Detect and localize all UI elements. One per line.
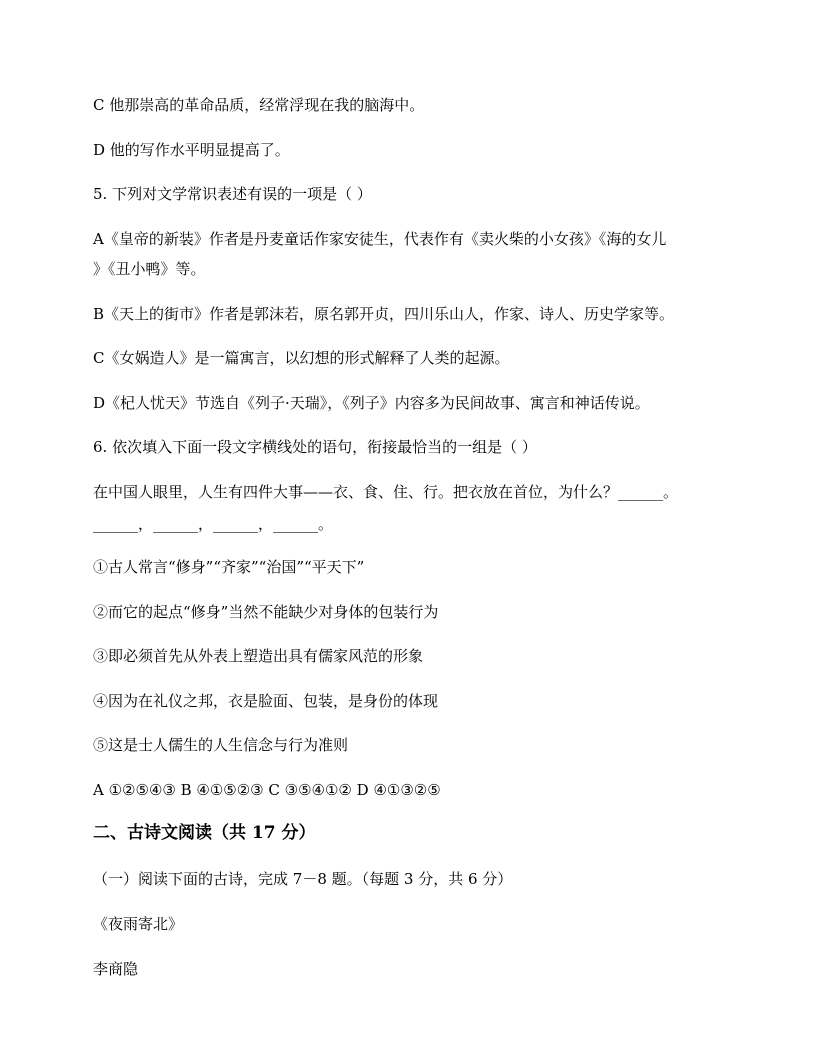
question-5-option-c: C《女娲造人》是一篇寓言，以幻想的形式解释了人类的起源。	[93, 349, 510, 367]
section-heading: 二、古诗文阅读（共 17 分）	[93, 823, 316, 843]
question-5-option-d: D《杞人忧天》节选自《列子·天瑞》，《列子》内容多为民间故事、寓言和神话传说。	[93, 394, 650, 412]
question-6-sentence-1: ①古人常言“修身”“齐家”“治国”“平天下”	[93, 558, 365, 576]
question-5-option-a-line-2: 》《丑小鸭》等。	[93, 260, 206, 278]
question-6-options: A ①②⑤④③ B ④①⑤②③ C ③⑤④①② D ④①③②⑤	[93, 781, 441, 799]
question-5-stem: 5. 下列对文学常识表述有误的一项是（ ）	[93, 185, 372, 203]
question-6-sentence-3: ③即必须首先从外表上塑造出具有儒家风范的形象	[93, 647, 424, 665]
question-5-option-b: B《天上的街市》作者是郭沫若，原名郭开贞，四川乐山人，作家、诗人、历史学家等。	[93, 305, 675, 323]
poem-title: 《夜雨寄北》	[93, 915, 184, 933]
question-6-stem: 6. 依次填入下面一段文字横线处的语句，衔接最恰当的一组是（ ）	[93, 438, 537, 456]
question-5-option-a-line-1: A《皇帝的新装》作者是丹麦童话作家安徒生，代表作有《卖火柴的小女孩》《海的女儿	[93, 230, 667, 248]
question-6-sentence-2: ②而它的起点“修身”当然不能缺少对身体的包装行为	[93, 603, 439, 621]
question-6-passage-line-2: ______，______，______，______。	[93, 515, 334, 533]
subsection-instruction: （一）阅读下面的古诗，完成 7－8 题。（每题 3 分，共 6 分）	[93, 870, 513, 888]
question-6-sentence-5: ⑤这是士人儒生的人生信念与行为准则	[93, 736, 349, 754]
poem-author: 李商隐	[93, 960, 139, 978]
question-6-sentence-4: ④因为在礼仪之邦，衣是脸面、包装，是身份的体现	[93, 692, 439, 710]
question-6-passage-line-1: 在中国人眼里，人生有四件大事——衣、食、住、行。把衣放在首位，为什么？______。	[93, 483, 679, 501]
option-c-sentence: C 他那崇高的革命品质，经常浮现在我的脑海中。	[93, 96, 425, 114]
option-d-sentence: D 他的写作水平明显提高了。	[93, 141, 290, 159]
